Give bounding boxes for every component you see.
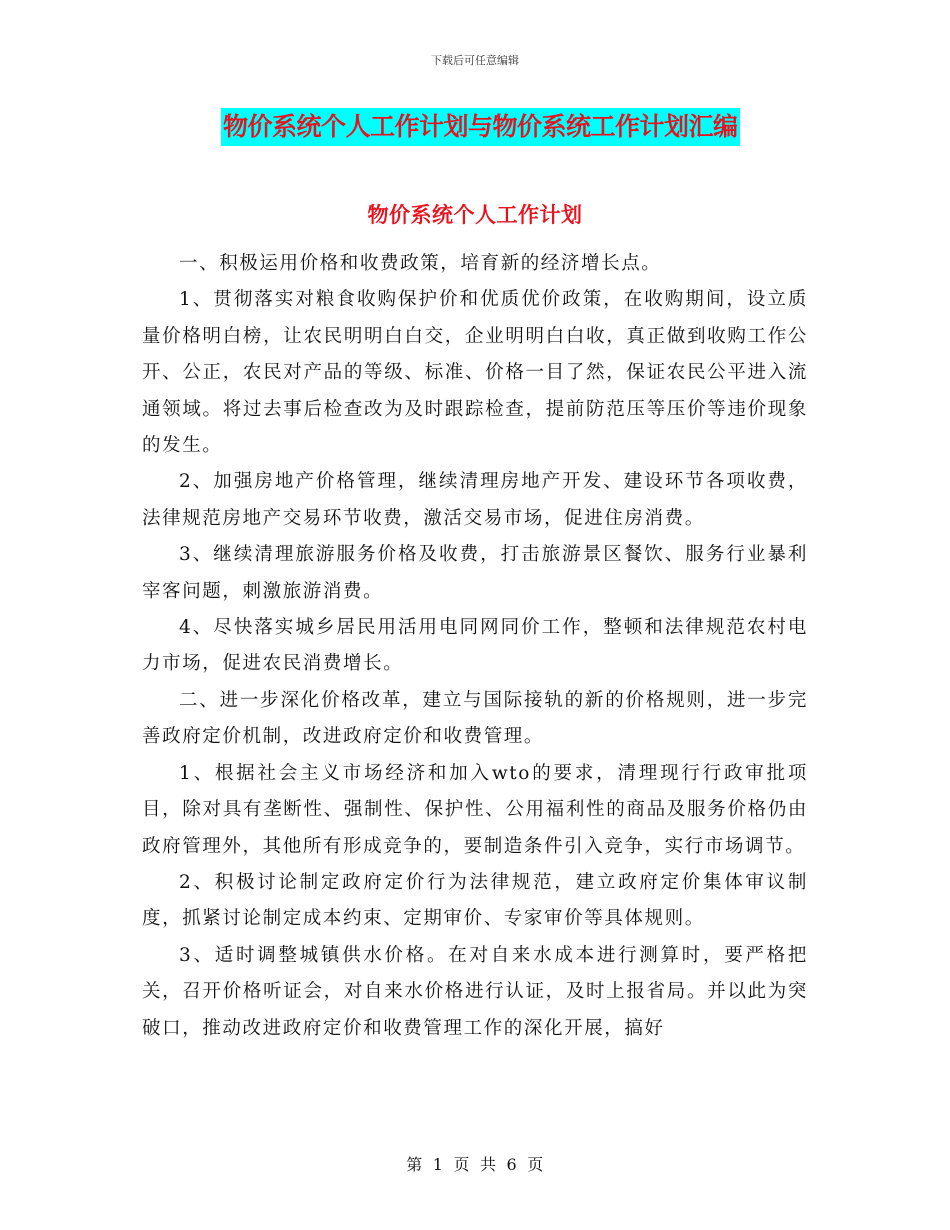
paragraph: 一、积极运用价格和收费政策，培育新的经济增长点。 (179, 253, 662, 274)
paragraph: 4、尽快落实城乡居民用活用电同网同价工作，整顿和法律规范农村电力市场，促进农民消费增长。 (142, 617, 808, 675)
paragraph: 1、贯彻落实对粮食收购保护价和优质优价政策，在收购期间，设立质量价格明白榜，让农民明明白白交，企业明明白白收，真正做到收购工作公开、公正，农民对产品的等级、标准、价格一目了然，保证农民公平进入流通领域。将过去事后检查改为及时跟踪检查，提前防范压等压价等违价现象的发生。 (142, 289, 808, 457)
body-text (142, 246, 808, 1047)
main-title: 物价系统个人工作计划与物价系统工作计划汇编 (221, 108, 740, 146)
header-note: 下载后可任意编辑 (431, 54, 519, 67)
footer-total-unit: 页 (527, 1155, 544, 1174)
paragraph: 3、继续清理旅游服务价格及收费，打击旅游景区餐饮、服务行业暴利宰客问题，刺激旅游消费。 (142, 544, 808, 602)
footer-page-prefix: 第 (406, 1155, 423, 1174)
page-footer (0, 1152, 950, 1175)
paragraph: 2、加强房地产价格管理，继续清理房地产开发、建设环节各项收费，法律规范房地产交易环节收费，激活交易市场，促进住房消费。 (142, 471, 808, 529)
footer-total-pages: 6 (506, 1155, 518, 1174)
footer-total-prefix: 共 (480, 1155, 497, 1174)
footer-page-unit: 页 (453, 1155, 470, 1174)
footer-page-number: 1 (432, 1155, 444, 1174)
section-title: 物价系统个人工作计划 (367, 202, 583, 227)
paragraph: 二、进一步深化价格改革，建立与国际接轨的新的价格规则，进一步完善政府定价机制，改进政府定价和收费管理。 (142, 689, 808, 748)
paragraph: 1、根据社会主义市场经济和加入wto的要求，清理现行行政审批项目，除对具有垄断性、强制性、保护性、公用福利性的商品及服务价格仍由政府管理外，其他所有形成竞争的，要制造条件引入竞争，实行市场调节。 (142, 762, 808, 857)
paragraph: 2、积极讨论制定政府定价行为法律规范，建立政府定价集体审议制度，抓紧讨论制定成本约束、定期审价、专家审价等具体规则。 (142, 871, 808, 930)
paragraph: 3、适时调整城镇供水价格。在对自来水成本进行测算时，要严格把关，召开价格听证会，对自来水价格进行认证，及时上报省局。并以此为突破口，推动改进政府定价和收费管理工作的深化开展，搞好 (142, 944, 808, 1039)
